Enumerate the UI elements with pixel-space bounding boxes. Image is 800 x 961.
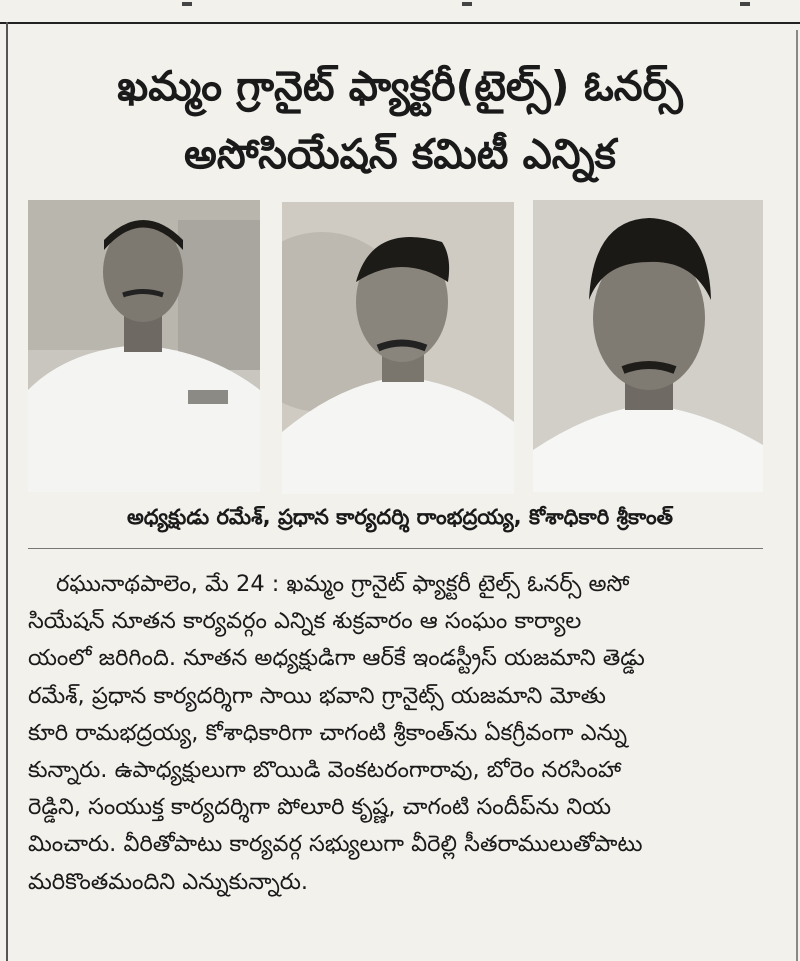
right-border <box>796 30 798 961</box>
page-top-edge <box>0 0 800 20</box>
article-line: రమేశ్, ప్రధాన కార్యదర్శిగా సాయి భవాని గ్రానైట్స్ యజమాని మోతు <box>28 682 606 709</box>
left-border <box>6 22 8 961</box>
article-line: సియేషన్ నూతన కార్యవర్గం ఎన్నిక శుక్రవారం ఆ సంఘం కార్యాల <box>28 608 582 635</box>
photo-row <box>28 200 763 492</box>
article-line: కూరి రామభద్రయ్య, కోశాధికారిగా చాగంటి శ్రీకాంత్‌ను ఏకగ్రీవంగా ఎన్ను <box>28 719 627 746</box>
person-photo-2 <box>282 202 514 494</box>
headline <box>20 52 780 188</box>
article-body <box>28 566 763 901</box>
headline-line-1: ఖమ్మం గ్రానైట్ ఫ్యాక్టరీ(టైల్స్) ఓనర్స్ <box>117 62 683 110</box>
top-border <box>0 22 800 24</box>
photo-caption: అధ్యక్షుడు రమేశ్, ప్రధాన కార్యదర్శి రాంభద్రయ్య, కోశాధికారి శ్రీకాంత్ <box>127 505 673 529</box>
article-line: కున్నారు. ఉపాధ్యక్షులుగా బొయిడి వెంకటరంగారావు, బోరెం నరసింహా <box>28 757 622 784</box>
article-line: రఘునాథపాలెం, మే 24 : ఖమ్మం గ్రానైట్ ఫ్యాక్టరీ టైల్స్ ఓనర్స్ అసో <box>56 571 630 597</box>
headline-line-2: అసోసియేషన్ కమిటీ ఎన్నిక <box>184 130 616 178</box>
article-line: మించారు. వీరితోపాటు కార్యవర్గ సభ్యులుగా వీరెల్లి సీతరాములుతోపాటు <box>28 831 643 858</box>
divider <box>28 548 763 549</box>
person-photo-1 <box>28 200 260 492</box>
person-photo-3 <box>533 200 763 492</box>
article-line: మరికొంతమందిని ఎన్నుకున్నారు. <box>28 868 309 895</box>
article-line: యంలో జరిగింది. నూతన అధ్యక్షుడిగా ఆర్‌కే ఇండస్ట్రీస్ యజమాని తెడ్డు <box>28 645 645 672</box>
article-line: రెడ్డిని, సంయుక్త కార్యదర్శిగా పోలూరి కృష్ణ, చాగంటి సందీప్‌ను నియ <box>28 794 612 821</box>
